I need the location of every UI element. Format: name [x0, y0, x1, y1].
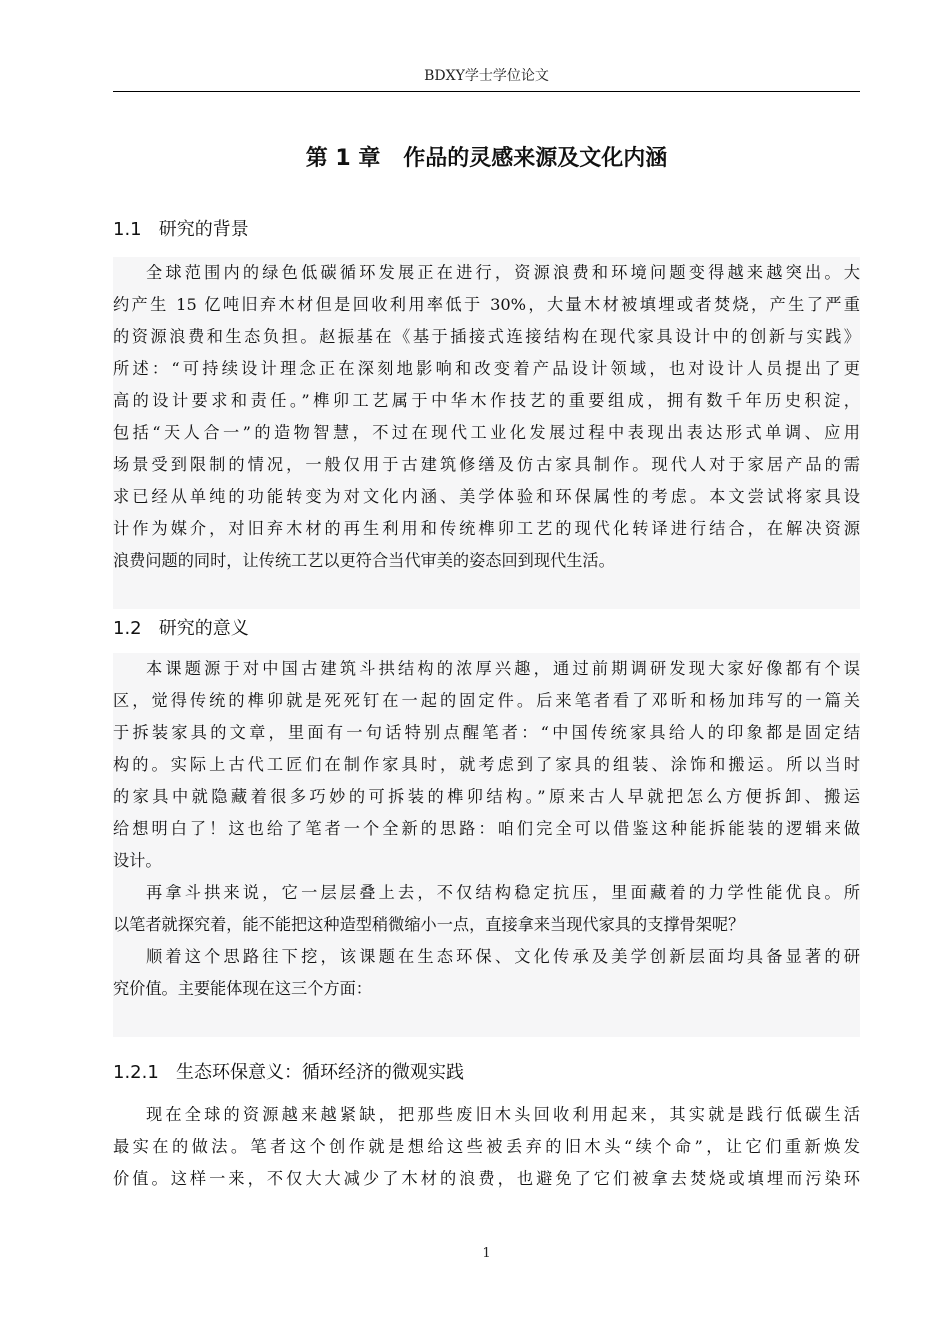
body-line: 最实在的做法。笔者这个创作就是想给这些被丢弃的旧木头“续个命”，让它们重新焕发 — [113, 1137, 860, 1156]
body-line: 的资源浪费和生态负担。赵振基在《基于插接式连接结构在现代家具设计中的创新与实践》 — [113, 327, 860, 346]
body-line: 所述：“可持续设计理念正在深刻地影响和改变着产品设计领域，也对设计人员提出了更 — [113, 359, 860, 378]
section-1-2-1-body — [113, 1099, 860, 1195]
body-line: 给想明白了！这也给了笔者一个全新的思路：咱们完全可以借鉴这种能拆能装的逻辑来做 — [113, 819, 860, 838]
body-line: 再拿斗拱来说，它一层层叠上去，不仅结构稳定抗压，里面藏着的力学性能优良。所 — [146, 883, 860, 902]
section-heading-1-2: 1.2 研究的意义 — [113, 618, 249, 639]
body-line: 价值。这样一来，不仅大大减少了木材的浪费，也避免了它们被拿去焚烧或填埋而污染环 — [113, 1169, 860, 1188]
section-1-2-body — [113, 653, 860, 1037]
body-line: 构的。实际上古代工匠们在制作家具时，就考虑到了家具的组装、涂饰和搬运。所以当时 — [113, 755, 860, 774]
section-1-1-body — [113, 257, 860, 609]
body-line: 浪费问题的同时，让传统工艺以更符合当代审美的姿态回到现代生活。 — [113, 551, 615, 570]
body-line: 包括“天人合一”的造物智慧，不过在现代工业化发展过程中表现出表达形式单调、应用 — [113, 423, 860, 442]
body-line: 的家具中就隐藏着很多巧妙的可拆装的榫卯结构。”原来古人早就把怎么方便拆卸、搬运 — [113, 787, 860, 806]
section-heading-1-2-1: 1.2.1 生态环保意义：循环经济的微观实践 — [113, 1062, 464, 1083]
body-line: 求已经从单纯的功能转变为对文化内涵、美学体验和环保属性的考虑。本文尝试将家具设 — [113, 487, 860, 506]
body-line: 高的设计要求和责任。”榫卯工艺属于中华木作技艺的重要组成，拥有数千年历史积淀， — [113, 391, 860, 410]
body-line: 计作为媒介，对旧弃木材的再生利用和传统榫卯工艺的现代化转译进行结合，在解决资源 — [113, 519, 860, 538]
body-line: 设计。 — [113, 851, 162, 870]
chapter-title: 第 1 章 作品的灵感来源及文化内涵 — [305, 146, 668, 171]
body-line: 究价值。主要能体现在这三个方面： — [113, 979, 372, 998]
running-header: BDXY学士学位论文 — [424, 68, 549, 84]
body-line: 现在全球的资源越来越紧缺，把那些废旧木头回收利用起来，其实就是践行低碳生活 — [146, 1105, 860, 1124]
body-line: 于拆装家具的文章，里面有一句话特别点醒笔者：“中国传统家具给人的印象都是固定结 — [113, 723, 860, 742]
body-line: 场景受到限制的情况，一般仅用于古建筑修缮及仿古家具制作。现代人对于家居产品的需 — [113, 455, 860, 474]
body-line: 区，觉得传统的榫卯就是死死钉在一起的固定件。后来笔者看了邓昕和杨加玮写的一篇关 — [113, 691, 860, 710]
body-line: 以笔者就探究着，能不能把这种造型稍微缩小一点，直接拿来当现代家具的支撑骨架呢？ — [113, 915, 745, 934]
body-line: 全球范围内的绿色低碳循环发展正在进行，资源浪费和环境问题变得越来越突出。大 — [146, 263, 860, 282]
section-heading-1-1: 1.1 研究的背景 — [113, 219, 249, 240]
body-line: 本课题源于对中国古建筑斗拱结构的浓厚兴趣，通过前期调研发现大家好像都有个误 — [146, 659, 860, 678]
page-number: 1 — [482, 1246, 491, 1261]
header-rule — [113, 91, 860, 92]
body-line: 顺着这个思路往下挖，该课题在生态环保、文化传承及美学创新层面均具备显著的研 — [146, 947, 860, 966]
body-line: 约产生 15 亿吨旧弃木材但是回收利用率低于 30%，大量木材被填埋或者焚烧，产生了严重 — [113, 295, 860, 314]
